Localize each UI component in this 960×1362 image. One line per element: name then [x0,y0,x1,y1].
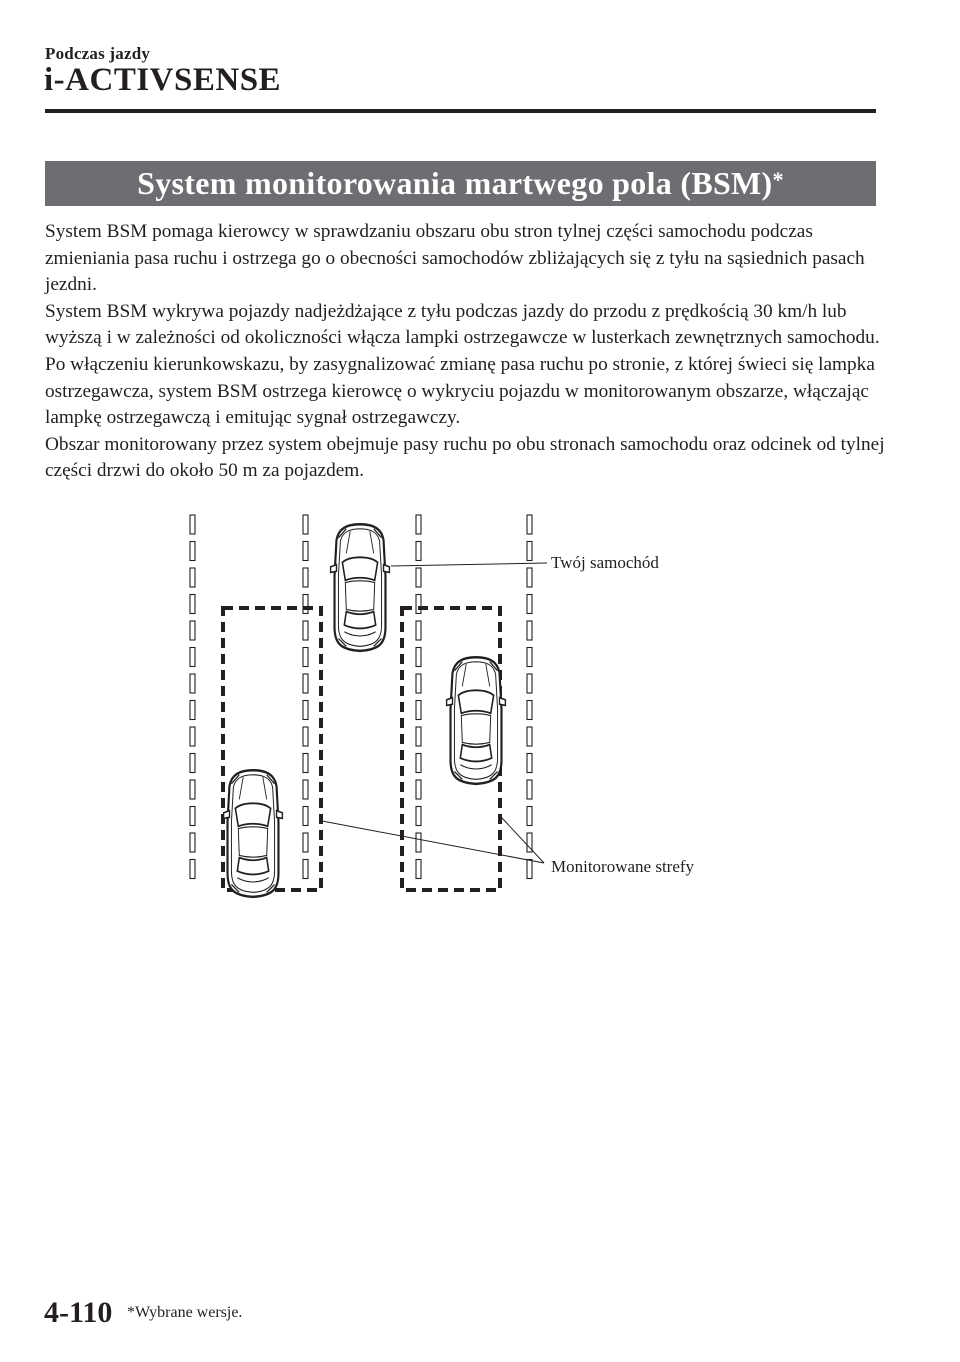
lane-marker-dash [416,568,421,587]
lane-marker-dash [527,568,532,587]
lane-marker-dash [416,860,421,879]
lane-marker-dash [190,860,195,879]
lane-marker-dash [190,621,195,640]
paragraph-detection: System BSM wykrywa pojazdy nadjeżdżające z tyłu podczas jazdy do przodu z prędkością 30 km/h lub wyższą i w zależności od okoliczności włącza lampki ostrzegawcze w lusterkach zewnętrznych samochodu. Po włączeniu kierunkowskazu, by zasygnalizować zmianę pasa ruchu po stronie, z której świeci się lampka ostrzegawcza, system BSM ostrzega kierowcę o wykryciu pojazdu w monitorowanym obszarze, włączając lampkę ostrzegawczą i emitując sygnał ostrzegawczy. [45,300,880,429]
lane-marker-dash [303,701,308,720]
lane-marker-dash [416,648,421,667]
section-banner [45,161,876,206]
lane-marker-dash [303,754,308,773]
lane-marker-dash [303,674,308,693]
lane-marker-dash [303,515,308,534]
lane-marker-dash [190,542,195,561]
lane-marker-dash [416,674,421,693]
lane-marker-dash [416,754,421,773]
lane-marker-dash [303,648,308,667]
lane-marker-dash [416,515,421,534]
lane-marker-dash [527,727,532,746]
lane-marker-dash [190,674,195,693]
lane-marker-dash [416,542,421,561]
lane-marker-dash [190,515,195,534]
paragraph-intro: System BSM pomaga kierowcy w sprawdzaniu obszaru obu stron tylnej części samochodu podczas zmieniania pasa ruchu i ostrzega go o obecności samochodów zbliżających się z tyłu na sąsiednich pasach jezdni. [45,221,865,296]
lane-marker-dash [527,542,532,561]
lane-marker-dash [416,833,421,852]
lane-marker-dash [527,515,532,534]
lane-marker-dash [190,807,195,826]
lane-marker-dash [190,727,195,746]
lane-marker-dash [303,860,308,879]
chapter-title: i-ACTIVSENSE [44,62,282,98]
lane-marker-dash [416,621,421,640]
lane-marker-dash [303,621,308,640]
optional-equipment-marker: * [772,166,784,192]
own-car [331,524,390,651]
section-label: Podczas jazdy [45,44,151,63]
paragraph-area: Obszar monitorowany przez system obejmuje pasy ruchu po obu stronach samochodu oraz odcinek od tylnej części drzwi do około 50 m za pojazdem. [45,433,885,482]
lane-marker-dash [190,701,195,720]
lane-marker-dash [190,568,195,587]
bsm-diagram [160,505,740,900]
lane-marker-dash [303,807,308,826]
lane-marker-dash [527,780,532,799]
footnote: *Wybrane wersje. [127,1304,243,1321]
lane-marker-dash [190,595,195,614]
lane-marker-dash [303,780,308,799]
lane-marker-dash [416,701,421,720]
lane-marker-dash [303,833,308,852]
lane-marker-dash [527,860,532,879]
lane-marker-dash [527,674,532,693]
lane-marker-dash [303,542,308,561]
label-monitored-zones: Monitorowane strefy [551,857,695,876]
lane-marker-dash [527,648,532,667]
lane-marker-dash [303,568,308,587]
lane-marker-dash [416,780,421,799]
banner-title: System monitorowania martwego pola (BSM) [137,165,773,201]
header-rule [45,109,876,113]
lane-marker-dash [527,807,532,826]
page-number: 4-110 [44,1296,113,1329]
lane-marker-dash [303,727,308,746]
lane-marker-dash [416,595,421,614]
lane-marker-dash [190,780,195,799]
lane-marker-dash [527,621,532,640]
lane-marker-dash [527,595,532,614]
approaching-car-left [224,770,283,897]
own-car-leader [391,563,547,566]
lane-marker-dash [527,701,532,720]
approaching-car-right [447,657,506,784]
body-text [45,219,885,485]
label-own-car: Twój samochód [551,553,659,572]
lane-marker-dash [190,648,195,667]
lane-marker-dash [190,754,195,773]
lane-marker-dash [190,833,195,852]
lane-marker-dash [416,807,421,826]
lane-marker-dash [416,727,421,746]
lane-marker-dash [527,754,532,773]
lane-marker-dash [303,595,308,614]
